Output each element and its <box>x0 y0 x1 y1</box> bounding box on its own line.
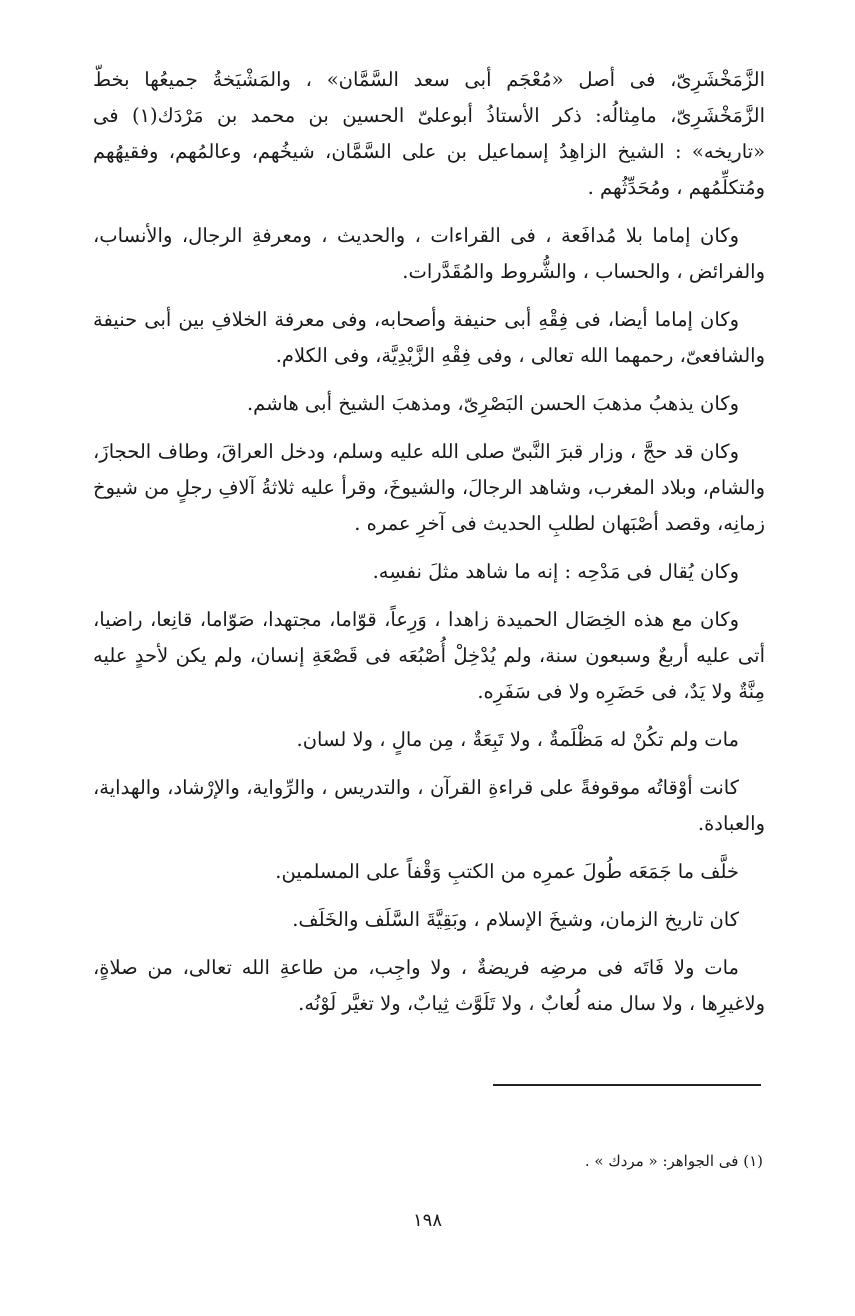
footnote-divider <box>493 1084 761 1086</box>
paragraph-11: كان تاريخ الزمان، وشيخَ الإسلام ، وبَقِيَّةَ السَّلَف والخَلَف. <box>292 908 739 931</box>
paragraph-2: وكان إماما بلا مُدافَعة ، فى القراءات ، والحديث ، ومعرفةِ الرجال، والأنساب، والفرائض ، والحساب ، والشُّروط والمُقَدَّرات. <box>93 224 765 283</box>
paragraph-10: خلَّف ما جَمَعَه طُولَ عمرِه من الكتبِ وَقْفاً على المسلمين. <box>275 860 739 883</box>
footnote: (١) فى الجواهر: « مردك » . <box>584 1152 763 1170</box>
paragraph-1: الزَّمَخْشَرِىّ، فى أصل «مُعْجَم أبى سعد السَّمَّان» ، والمَشْيَخةُ جميعُها بخطّ الزَّمَخْشَرِىّ، مامِثالُه: ذكر الأستاذُ أبوعلىّ الحسين بن محمد بن مَرْدَك(١) فى «تاريخه» : الشيخ الزاهِدُ إسماعيل بن على السَّمَّان، شيخُهم، وعالمُهم، وفقيهُهم ومُتكلِّمُهم ، ومُحَدِّثُهم . <box>93 68 765 199</box>
paragraph-9: كانت أوْقاتُه موقوفةً على قراءةِ القرآن ، والتدريس ، والرِّواية، والإرْشاد، والهداية، والعبادة. <box>93 776 765 835</box>
page-number: ١٩٨ <box>412 1210 442 1231</box>
main-text <box>93 62 765 1034</box>
paragraph-8: مات ولم تكُنْ له مَظْلَمةٌ ، ولا تَبِعَةٌ ، مِن مالٍ ، ولا لسان. <box>296 728 739 751</box>
paragraph-7: وكان مع هذه الخِصَال الحميدة زاهدا ، وَرِعاً، قوّاما، مجتهدا، صَوّاما، قانِعا، راضيا، أتى عليه أربعٌ وسبعون سنة، ولم يُدْخِلْ أُصْبُعَه فى قَصْعَةِ إنسان، ولم يكن لأحدٍ عليه مِنَّةٌ ولا يَدٌ، فى حَضَرِه ولا فى سَفَرِه. <box>93 608 765 703</box>
paragraph-4: وكان يذهبُ مذهبَ الحسن البَصْرِىّ، ومذهبَ الشيخ أبى هاشم. <box>246 392 739 415</box>
paragraph-6: وكان يُقال فى مَدْحِه : إنه ما شاهد مثلَ نفسِه. <box>372 560 739 583</box>
paragraph-12: مات ولا فَاتَه فى مرضِه فريضةٌ ، ولا واجِب، من طاعةِ الله تعالى، من صلاةٍ، ولاغيرِها ، ولا سال منه لُعابٌ ، ولا تَلَوَّث ثِيابٌ، ولا تغيَّر لَوْنُه. <box>93 956 765 1015</box>
paragraph-5: وكان قد حجَّ ، وزار قبرَ النَّبىّ صلى الله عليه وسلم، ودخل العراقَ، وطاف الحجازَ، والشام، وبلاد المغرب، وشاهد الرجالَ، والشيوخَ، وقرأ عليه ثلاثةُ آلافِ رجلٍ من شيوخ زمانِه، وقصد أصْبَهان لطلبِ الحديث فى آخرِ عمره . <box>93 440 765 535</box>
paragraph-3: وكان إماما أيضا، فى فِقْهِ أبى حنيفة وأصحابه، وفى معرفة الخلافِ بين أبى حنيفة والشافعىّ، رحمهما الله تعالى ، وفى فِقْهِ الزَّيْدِيَّة، وفى الكلام. <box>93 308 765 367</box>
